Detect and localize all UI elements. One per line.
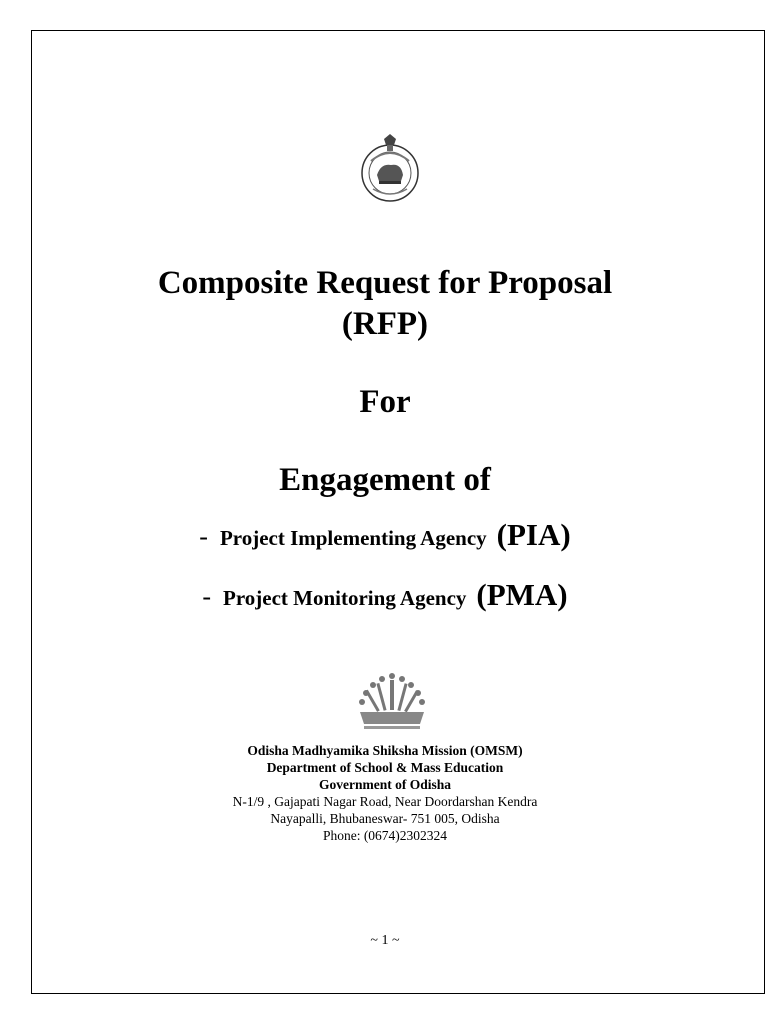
bullet-pma [0, 577, 770, 613]
omsm-logo-icon [352, 668, 432, 738]
address-street: N-1/9 , Gajapati Nagar Road, Near Doordarshan Kendra [232, 794, 538, 809]
address-org: Odisha Madhyamika Shiksha Mission (OMSM) [247, 743, 523, 758]
title-line-4: Engagement of [279, 462, 491, 498]
address-government: Government of Odisha [318, 777, 451, 792]
bullet-pia [0, 517, 770, 553]
title-line-1: Composite Request for Proposal [157, 265, 613, 301]
page-number: ~ 1 ~ [370, 933, 400, 948]
address-block [0, 742, 770, 844]
bullet-abbr: (PIA) [496, 517, 571, 552]
title-line-3: For [359, 384, 411, 420]
address-department: Department of School & Mass Education [266, 760, 504, 775]
bullet-text: Project Implementing Agency [219, 526, 487, 550]
address-phone: Phone: (0674)2302324 [322, 828, 448, 843]
bullet-text: Project Monitoring Agency [223, 586, 467, 610]
bullet-dash: - [199, 522, 208, 551]
bullet-dash: - [202, 582, 212, 611]
address-city: Nayapalli, Bhubaneswar- 751 005, Odisha [270, 811, 500, 826]
state-emblem-seal-icon [357, 133, 423, 203]
title-line-2: (RFP) [341, 306, 429, 342]
bullet-abbr: (PMA) [476, 577, 568, 612]
